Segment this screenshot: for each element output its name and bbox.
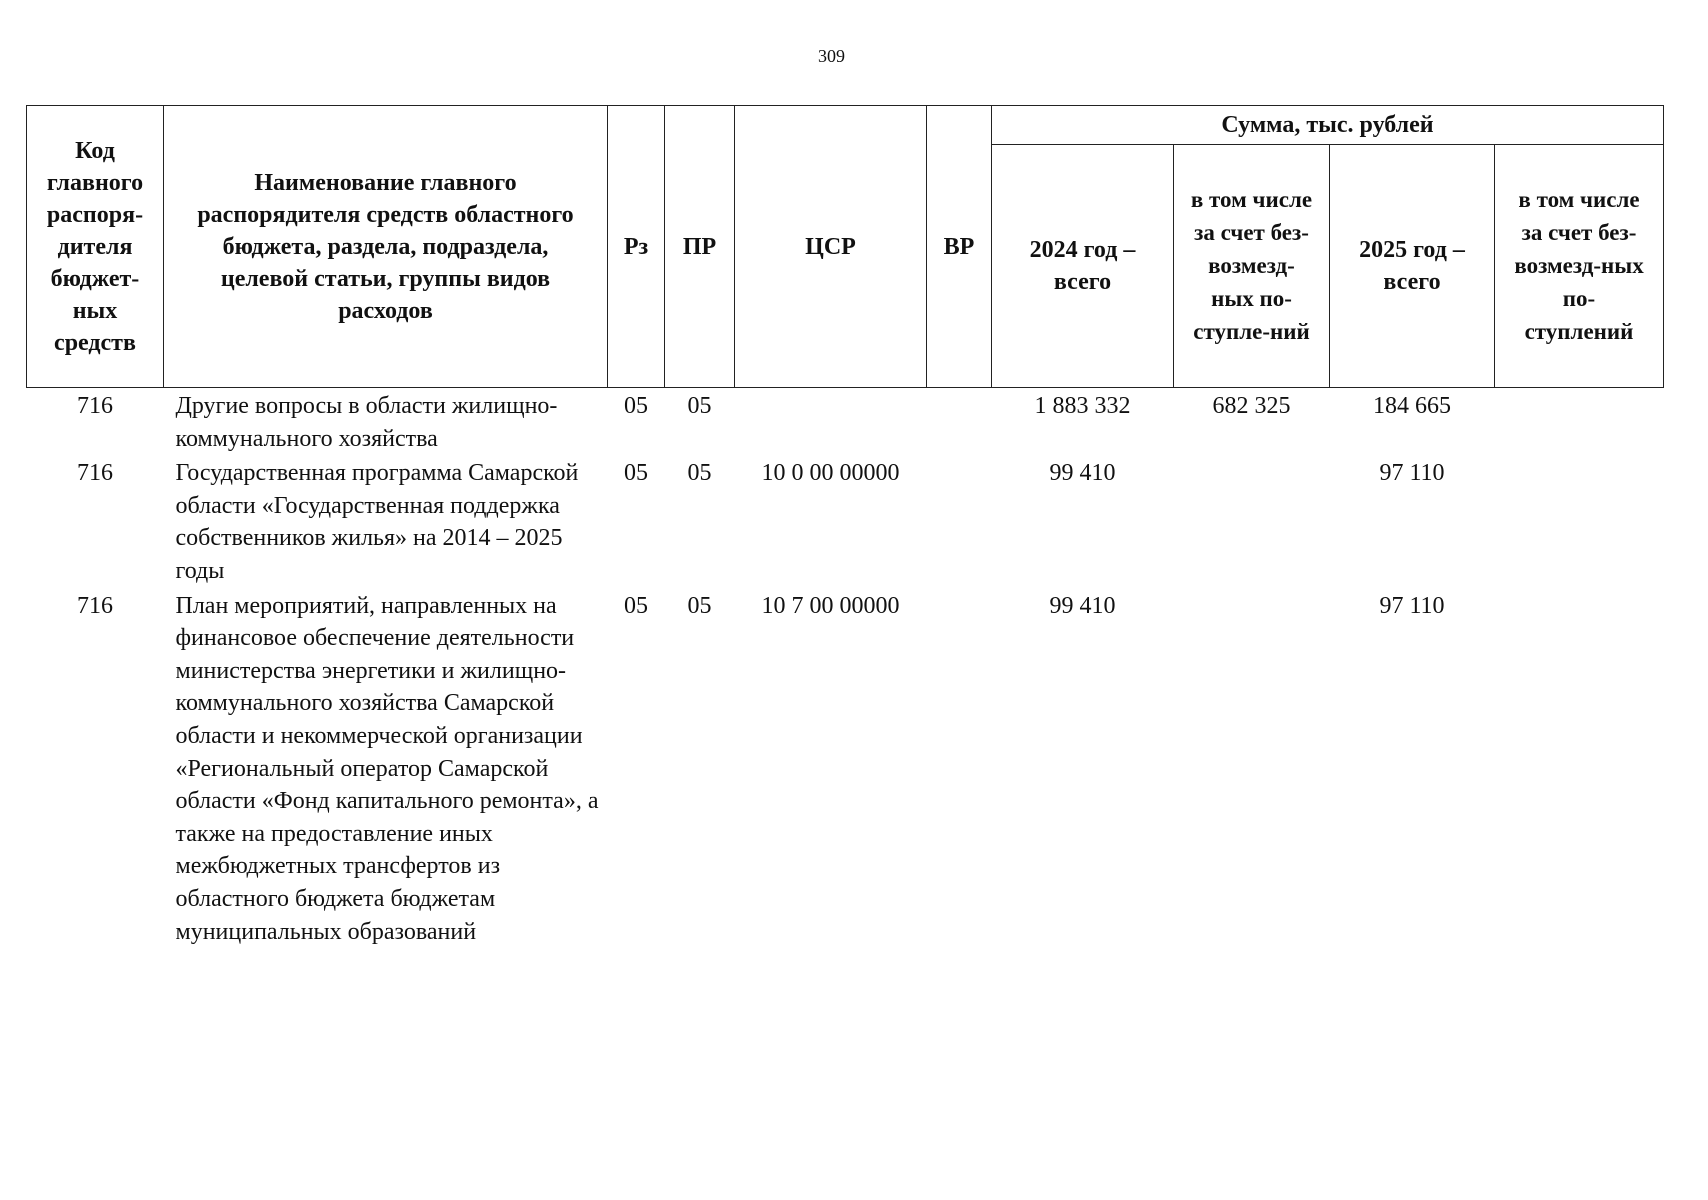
cell-name: Государственная программа Самарской области «Государственная поддержка собственников жилья» на 2014 – 2025 годы	[175, 460, 579, 584]
cell-csr	[735, 388, 927, 456]
header-2024-total: 2024 год – всего	[992, 144, 1174, 387]
header-rz: Рз	[608, 106, 665, 388]
cell-vr	[927, 388, 992, 456]
cell-2025-total: 184 665	[1373, 393, 1451, 419]
cell-vr	[927, 588, 992, 949]
cell-code: 716	[77, 393, 113, 419]
cell-2024-total: 99 410	[1049, 592, 1116, 619]
header-name: Наименование главного распорядителя средств областного бюджета, раздела, подраздела, целевой статьи, группы видов расходов	[164, 106, 608, 388]
cell-rz: 05	[624, 592, 648, 619]
table-body	[27, 388, 1664, 949]
cell-2025-total: 97 110	[1379, 460, 1445, 487]
cell-rz: 05	[624, 460, 648, 487]
cell-name: Другие вопросы в области жилищно-коммунального хозяйства	[175, 393, 558, 452]
header-vr: ВР	[927, 106, 992, 388]
cell-vr	[927, 455, 992, 587]
table-header	[27, 106, 1664, 388]
header-code: Код главного распоря-дителя бюджет-ных средств	[27, 106, 164, 388]
header-pr: ПР	[665, 106, 735, 388]
cell-csr: 10 0 00 00000	[761, 460, 900, 487]
cell-2025-total: 97 110	[1379, 592, 1445, 619]
budget-table	[26, 105, 1664, 948]
cell-2024-gratuitous	[1174, 588, 1330, 949]
header-sum: Сумма, тыс. рублей	[992, 106, 1664, 145]
cell-csr: 10 7 00 00000	[761, 592, 900, 619]
cell-2024-gratuitous: 682 325	[1212, 393, 1291, 419]
cell-2024-total: 99 410	[1049, 460, 1116, 487]
header-2025-total: 2025 год – всего	[1330, 144, 1495, 387]
table-row	[27, 388, 1664, 456]
cell-2025-gratuitous	[1495, 388, 1664, 456]
header-csr: ЦСР	[735, 106, 927, 388]
page-number: 309	[818, 46, 845, 66]
cell-2024-gratuitous	[1174, 455, 1330, 587]
cell-2024-total: 1 883 332	[1034, 393, 1131, 419]
cell-pr: 05	[687, 460, 712, 487]
table-row	[27, 588, 1664, 949]
cell-2025-gratuitous	[1495, 588, 1664, 949]
cell-code: 716	[77, 592, 113, 619]
header-2024-gratuitous: в том числе за счет без-возмезд-ных по-ступле-ний	[1174, 144, 1330, 387]
cell-code: 716	[77, 460, 113, 487]
cell-pr: 05	[687, 393, 712, 419]
cell-2025-gratuitous	[1495, 455, 1664, 587]
table-row	[27, 455, 1664, 587]
cell-rz: 05	[624, 393, 648, 419]
header-2025-gratuitous: в том числе за счет без-возмезд-ных по-ступлений	[1495, 144, 1664, 387]
cell-name: План мероприятий, направленных на финансовое обеспечение деятельности министерства энергетики и жилищно-коммунального хозяйства Самарской области и некоммерческой организации «Региональный оператор Самарской области «Фонд капитального ремонта», а также на предоставление иных межбюджетных трансфертов из областного бюджета бюджетам муниципальных образований	[175, 592, 599, 945]
cell-pr: 05	[687, 592, 712, 619]
